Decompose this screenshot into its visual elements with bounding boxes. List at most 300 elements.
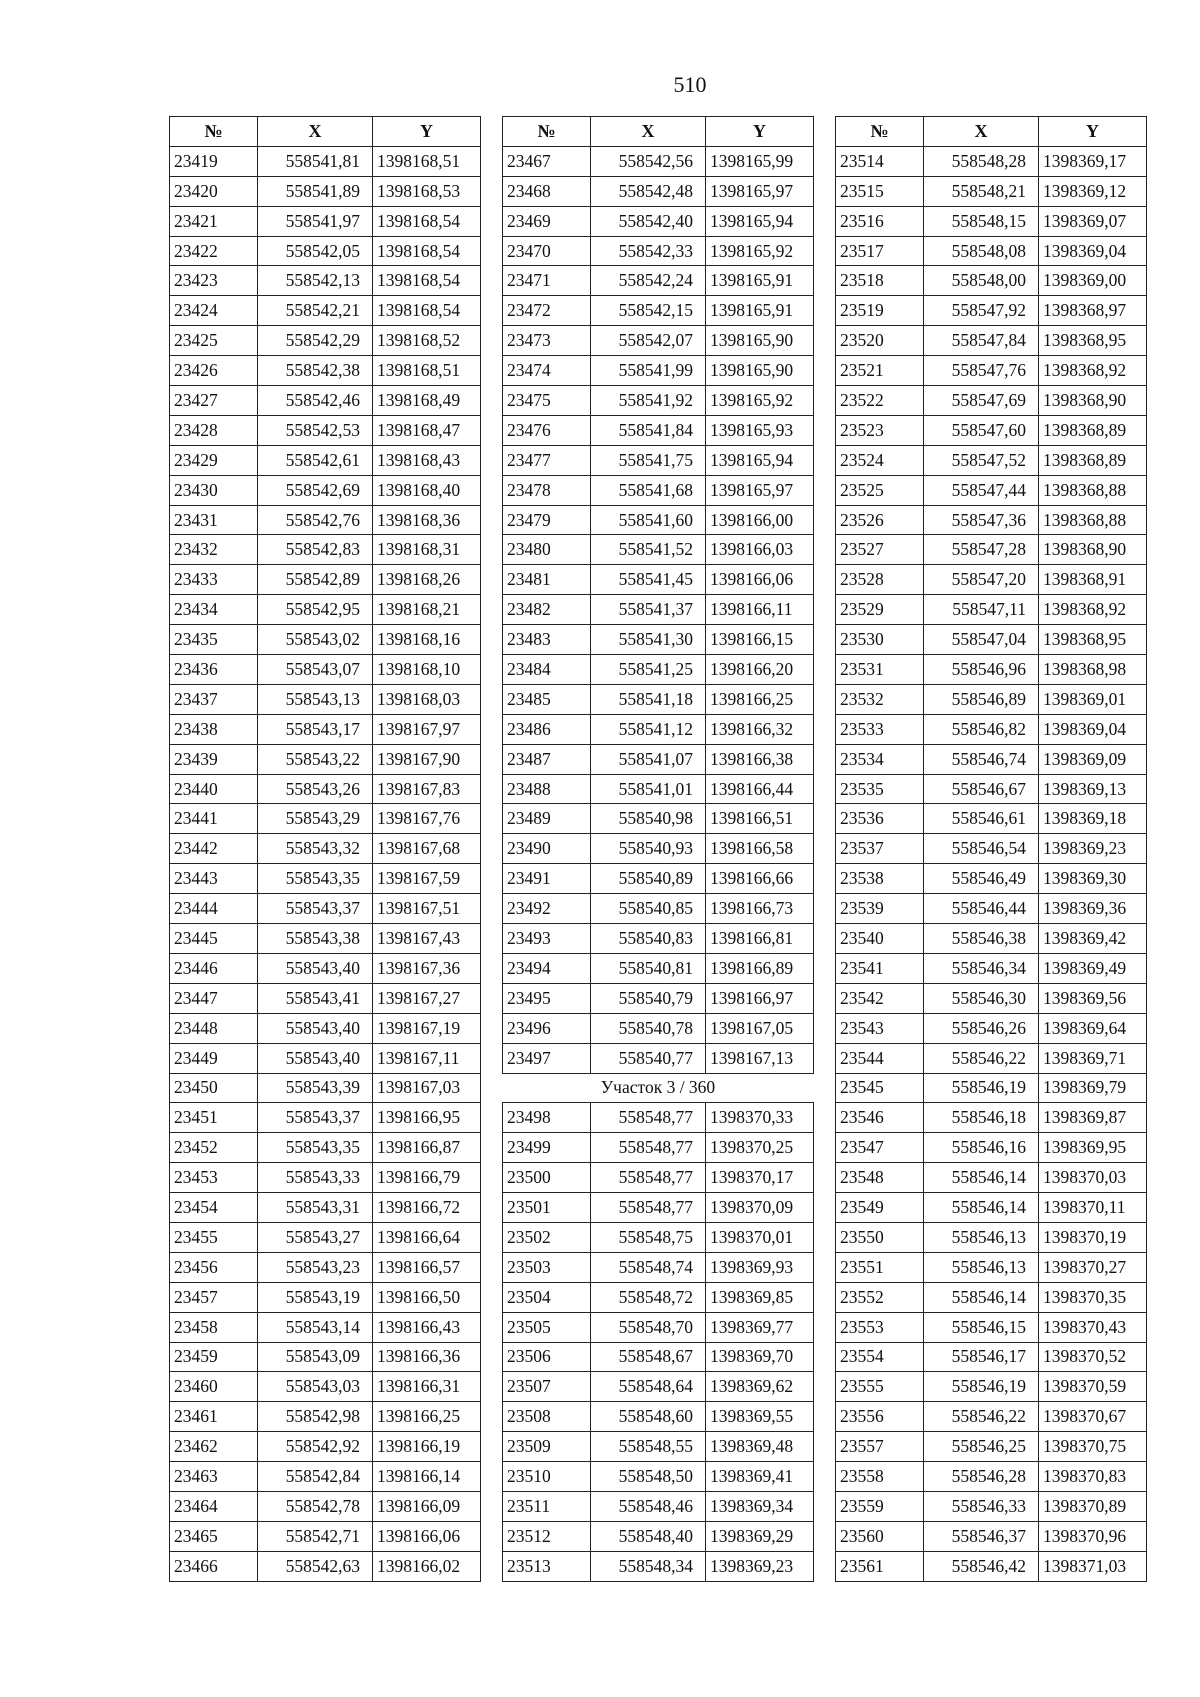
- point-number: 23548: [836, 1163, 924, 1193]
- y-coordinate: 1398368,91: [1039, 565, 1147, 595]
- x-coordinate: 558546,22: [924, 1043, 1039, 1073]
- x-coordinate: 558543,27: [258, 1222, 373, 1252]
- x-coordinate: 558540,98: [591, 804, 706, 834]
- point-number: 23457: [170, 1282, 258, 1312]
- x-coordinate: 558546,82: [924, 714, 1039, 744]
- point-number: 23433: [170, 565, 258, 595]
- table-row: [836, 924, 1147, 954]
- table-row: [503, 565, 814, 595]
- table-row: [503, 266, 814, 296]
- x-coordinate: 558543,37: [258, 894, 373, 924]
- x-coordinate: 558546,61: [924, 804, 1039, 834]
- x-coordinate: 558543,17: [258, 714, 373, 744]
- point-number: 23522: [836, 386, 924, 416]
- table-row: [170, 774, 481, 804]
- table-row: [836, 655, 1147, 685]
- y-coordinate: 1398165,92: [706, 386, 814, 416]
- table-row: [503, 1312, 814, 1342]
- x-coordinate: 558541,75: [591, 445, 706, 475]
- table-row: [170, 505, 481, 535]
- y-coordinate: 1398168,43: [373, 445, 481, 475]
- table-row: [836, 1073, 1147, 1103]
- point-number: 23526: [836, 505, 924, 535]
- x-coordinate: 558546,96: [924, 655, 1039, 685]
- point-number: 23421: [170, 206, 258, 236]
- section-row: [503, 1073, 814, 1103]
- x-coordinate: 558543,23: [258, 1252, 373, 1282]
- y-coordinate: 1398165,93: [706, 415, 814, 445]
- table-row: [503, 625, 814, 655]
- point-number: 23544: [836, 1043, 924, 1073]
- table-row: [503, 1163, 814, 1193]
- y-coordinate: 1398369,04: [1039, 236, 1147, 266]
- point-number: 23546: [836, 1103, 924, 1133]
- y-coordinate: 1398370,25: [706, 1133, 814, 1163]
- table-row: [170, 595, 481, 625]
- y-coordinate: 1398369,34: [706, 1491, 814, 1521]
- table-row: [170, 1193, 481, 1223]
- x-coordinate: 558546,28: [924, 1462, 1039, 1492]
- y-coordinate: 1398370,11: [1039, 1193, 1147, 1223]
- point-number: 23455: [170, 1222, 258, 1252]
- y-coordinate: 1398166,19: [373, 1432, 481, 1462]
- y-coordinate: 1398369,00: [1039, 266, 1147, 296]
- y-coordinate: 1398166,31: [373, 1372, 481, 1402]
- table-row: [170, 1043, 481, 1073]
- x-coordinate: 558542,48: [591, 176, 706, 206]
- y-coordinate: 1398369,42: [1039, 924, 1147, 954]
- point-number: 23512: [503, 1521, 591, 1551]
- x-coordinate: 558543,13: [258, 684, 373, 714]
- x-coordinate: 558541,01: [591, 774, 706, 804]
- table-row: [170, 296, 481, 326]
- x-coordinate: 558548,77: [591, 1193, 706, 1223]
- y-coordinate: 1398369,71: [1039, 1043, 1147, 1073]
- y-coordinate: 1398168,36: [373, 505, 481, 535]
- x-coordinate: 558546,33: [924, 1491, 1039, 1521]
- table-row: [503, 834, 814, 864]
- point-number: 23425: [170, 326, 258, 356]
- point-number: 23419: [170, 146, 258, 176]
- point-number: 23551: [836, 1252, 924, 1282]
- table-row: [170, 894, 481, 924]
- x-coordinate: 558543,29: [258, 804, 373, 834]
- y-coordinate: 1398370,17: [706, 1163, 814, 1193]
- point-number: 23491: [503, 864, 591, 894]
- table-row: [503, 1372, 814, 1402]
- table-row: [503, 1103, 814, 1133]
- table-row: [170, 1013, 481, 1043]
- table-row: [170, 684, 481, 714]
- y-coordinate: 1398369,55: [706, 1402, 814, 1432]
- table-row: [836, 176, 1147, 206]
- table-row: [503, 1222, 814, 1252]
- point-number: 23523: [836, 415, 924, 445]
- x-coordinate: 558548,77: [591, 1163, 706, 1193]
- x-coordinate: 558546,19: [924, 1073, 1039, 1103]
- table-row: [836, 1133, 1147, 1163]
- header-row: [170, 117, 481, 147]
- y-coordinate: 1398167,36: [373, 953, 481, 983]
- x-coordinate: 558547,44: [924, 475, 1039, 505]
- table-row: [170, 386, 481, 416]
- point-number: 23547: [836, 1133, 924, 1163]
- point-number: 23451: [170, 1103, 258, 1133]
- y-coordinate: 1398370,89: [1039, 1491, 1147, 1521]
- table-row: [170, 146, 481, 176]
- table-row: [170, 1252, 481, 1282]
- table-row: [503, 1043, 814, 1073]
- point-number: 23497: [503, 1043, 591, 1073]
- table-row: [170, 326, 481, 356]
- table-row: [503, 1432, 814, 1462]
- x-coordinate: 558543,35: [258, 1133, 373, 1163]
- table-row: [503, 1342, 814, 1372]
- x-coordinate: 558542,21: [258, 296, 373, 326]
- y-coordinate: 1398165,94: [706, 445, 814, 475]
- y-coordinate: 1398166,06: [706, 565, 814, 595]
- x-coordinate: 558541,37: [591, 595, 706, 625]
- x-coordinate: 558546,49: [924, 864, 1039, 894]
- y-coordinate: 1398370,27: [1039, 1252, 1147, 1282]
- x-coordinate: 558541,84: [591, 415, 706, 445]
- x-coordinate: 558540,78: [591, 1013, 706, 1043]
- table-row: [836, 774, 1147, 804]
- y-coordinate: 1398167,97: [373, 714, 481, 744]
- table-row: [836, 894, 1147, 924]
- point-number: 23499: [503, 1133, 591, 1163]
- x-coordinate: 558542,24: [591, 266, 706, 296]
- table-row: [836, 565, 1147, 595]
- y-coordinate: 1398370,59: [1039, 1372, 1147, 1402]
- y-coordinate: 1398369,13: [1039, 774, 1147, 804]
- table-row: [170, 834, 481, 864]
- y-coordinate: 1398166,58: [706, 834, 814, 864]
- x-coordinate: 558546,17: [924, 1342, 1039, 1372]
- table-row: [836, 1312, 1147, 1342]
- point-number: 23466: [170, 1551, 258, 1581]
- x-coordinate: 558546,22: [924, 1402, 1039, 1432]
- table-row: [503, 386, 814, 416]
- table-row: [170, 1312, 481, 1342]
- point-number: 23527: [836, 535, 924, 565]
- x-coordinate: 558547,69: [924, 386, 1039, 416]
- table-row: [503, 356, 814, 386]
- y-coordinate: 1398166,14: [373, 1462, 481, 1492]
- y-coordinate: 1398166,15: [706, 625, 814, 655]
- table-row: [170, 475, 481, 505]
- y-coordinate: 1398368,89: [1039, 415, 1147, 445]
- y-coordinate: 1398167,43: [373, 924, 481, 954]
- table-row: [170, 415, 481, 445]
- table-row: [503, 924, 814, 954]
- x-coordinate: 558547,76: [924, 356, 1039, 386]
- table-row: [836, 326, 1147, 356]
- point-number: 23432: [170, 535, 258, 565]
- table-row: [170, 1521, 481, 1551]
- x-coordinate: 558542,46: [258, 386, 373, 416]
- point-number: 23440: [170, 774, 258, 804]
- x-coordinate: 558546,26: [924, 1013, 1039, 1043]
- y-coordinate: 1398165,97: [706, 475, 814, 505]
- point-number: 23469: [503, 206, 591, 236]
- x-coordinate: 558543,39: [258, 1073, 373, 1103]
- point-number: 23482: [503, 595, 591, 625]
- table-row: [503, 475, 814, 505]
- x-coordinate: 558543,09: [258, 1342, 373, 1372]
- x-coordinate: 558542,56: [591, 146, 706, 176]
- table-row: [170, 266, 481, 296]
- table-row: [503, 445, 814, 475]
- y-coordinate: 1398368,92: [1039, 356, 1147, 386]
- y-coordinate: 1398168,51: [373, 146, 481, 176]
- y-coordinate: 1398167,68: [373, 834, 481, 864]
- table-row: [836, 744, 1147, 774]
- x-coordinate: 558542,78: [258, 1491, 373, 1521]
- point-number: 23519: [836, 296, 924, 326]
- x-coordinate: 558546,14: [924, 1163, 1039, 1193]
- x-coordinate: 558540,93: [591, 834, 706, 864]
- y-coordinate: 1398166,25: [706, 684, 814, 714]
- table-row: [836, 714, 1147, 744]
- x-coordinate: 558548,34: [591, 1551, 706, 1581]
- y-coordinate: 1398168,54: [373, 236, 481, 266]
- x-coordinate: 558546,44: [924, 894, 1039, 924]
- table-row: [836, 1013, 1147, 1043]
- point-number: 23495: [503, 983, 591, 1013]
- page-number: 510: [673, 72, 707, 97]
- point-number: 23452: [170, 1133, 258, 1163]
- y-coordinate: 1398166,57: [373, 1252, 481, 1282]
- y-coordinate: 1398166,64: [373, 1222, 481, 1252]
- table-row: [836, 864, 1147, 894]
- table-row: [836, 1551, 1147, 1581]
- table-row: [503, 1252, 814, 1282]
- point-number: 23475: [503, 386, 591, 416]
- point-number: 23534: [836, 744, 924, 774]
- point-number: 23524: [836, 445, 924, 475]
- y-coordinate: 1398369,30: [1039, 864, 1147, 894]
- y-coordinate: 1398370,19: [1039, 1222, 1147, 1252]
- point-number: 23471: [503, 266, 591, 296]
- table-row: [836, 1043, 1147, 1073]
- table-row: [503, 206, 814, 236]
- table-row: [503, 176, 814, 206]
- x-coordinate: 558541,30: [591, 625, 706, 655]
- table-row: [836, 1402, 1147, 1432]
- x-coordinate: 558542,29: [258, 326, 373, 356]
- y-coordinate: 1398168,16: [373, 625, 481, 655]
- y-coordinate: 1398165,90: [706, 326, 814, 356]
- y-coordinate: 1398166,32: [706, 714, 814, 744]
- header-number: №: [503, 117, 591, 147]
- x-coordinate: 558542,83: [258, 535, 373, 565]
- y-coordinate: 1398368,98: [1039, 655, 1147, 685]
- y-coordinate: 1398166,81: [706, 924, 814, 954]
- table-row: [503, 326, 814, 356]
- table-row: [503, 505, 814, 535]
- point-number: 23486: [503, 714, 591, 744]
- y-coordinate: 1398168,52: [373, 326, 481, 356]
- point-number: 23447: [170, 983, 258, 1013]
- table-row: [836, 146, 1147, 176]
- point-number: 23542: [836, 983, 924, 1013]
- x-coordinate: 558540,83: [591, 924, 706, 954]
- point-number: 23472: [503, 296, 591, 326]
- x-coordinate: 558543,14: [258, 1312, 373, 1342]
- point-number: 23445: [170, 924, 258, 954]
- point-number: 23529: [836, 595, 924, 625]
- y-coordinate: 1398165,99: [706, 146, 814, 176]
- y-coordinate: 1398369,85: [706, 1282, 814, 1312]
- point-number: 23453: [170, 1163, 258, 1193]
- table-row: [836, 266, 1147, 296]
- x-coordinate: 558543,26: [258, 774, 373, 804]
- point-number: 23518: [836, 266, 924, 296]
- y-coordinate: 1398370,43: [1039, 1312, 1147, 1342]
- point-number: 23502: [503, 1222, 591, 1252]
- y-coordinate: 1398167,59: [373, 864, 481, 894]
- section-title: Участок 3 / 360: [503, 1073, 814, 1103]
- point-number: 23430: [170, 475, 258, 505]
- table-row: [503, 415, 814, 445]
- point-number: 23489: [503, 804, 591, 834]
- table-row: [503, 1193, 814, 1223]
- x-coordinate: 558548,64: [591, 1372, 706, 1402]
- x-coordinate: 558546,89: [924, 684, 1039, 714]
- x-coordinate: 558548,72: [591, 1282, 706, 1312]
- x-coordinate: 558547,52: [924, 445, 1039, 475]
- y-coordinate: 1398166,03: [706, 535, 814, 565]
- table-row: [836, 1432, 1147, 1462]
- point-number: 23506: [503, 1342, 591, 1372]
- y-coordinate: 1398369,18: [1039, 804, 1147, 834]
- point-number: 23555: [836, 1372, 924, 1402]
- table-row: [170, 864, 481, 894]
- y-coordinate: 1398166,97: [706, 983, 814, 1013]
- table-row: [503, 1462, 814, 1492]
- y-coordinate: 1398369,17: [1039, 146, 1147, 176]
- x-coordinate: 558540,81: [591, 953, 706, 983]
- table-row: [503, 535, 814, 565]
- y-coordinate: 1398166,50: [373, 1282, 481, 1312]
- y-coordinate: 1398368,90: [1039, 535, 1147, 565]
- table-row: [836, 1163, 1147, 1193]
- table-row: [503, 296, 814, 326]
- table-row: [503, 236, 814, 266]
- x-coordinate: 558548,40: [591, 1521, 706, 1551]
- y-coordinate: 1398368,95: [1039, 326, 1147, 356]
- table-row: [503, 804, 814, 834]
- table-row: [170, 565, 481, 595]
- point-number: 23493: [503, 924, 591, 954]
- point-number: 23490: [503, 834, 591, 864]
- point-number: 23488: [503, 774, 591, 804]
- x-coordinate: 558548,74: [591, 1252, 706, 1282]
- y-coordinate: 1398369,70: [706, 1342, 814, 1372]
- point-number: 23556: [836, 1402, 924, 1432]
- y-coordinate: 1398167,19: [373, 1013, 481, 1043]
- point-number: 23438: [170, 714, 258, 744]
- table-row: [170, 804, 481, 834]
- point-number: 23559: [836, 1491, 924, 1521]
- x-coordinate: 558541,60: [591, 505, 706, 535]
- x-coordinate: 558540,77: [591, 1043, 706, 1073]
- y-coordinate: 1398371,03: [1039, 1551, 1147, 1581]
- y-coordinate: 1398368,88: [1039, 505, 1147, 535]
- y-coordinate: 1398369,95: [1039, 1133, 1147, 1163]
- x-coordinate: 558548,60: [591, 1402, 706, 1432]
- y-coordinate: 1398167,83: [373, 774, 481, 804]
- table-row: [503, 684, 814, 714]
- point-number: 23424: [170, 296, 258, 326]
- y-coordinate: 1398369,23: [706, 1551, 814, 1581]
- x-coordinate: 558542,84: [258, 1462, 373, 1492]
- y-coordinate: 1398168,47: [373, 415, 481, 445]
- y-coordinate: 1398168,54: [373, 206, 481, 236]
- y-coordinate: 1398369,12: [1039, 176, 1147, 206]
- y-coordinate: 1398369,09: [1039, 744, 1147, 774]
- y-coordinate: 1398166,36: [373, 1342, 481, 1372]
- y-coordinate: 1398166,89: [706, 953, 814, 983]
- header-y: Y: [373, 117, 481, 147]
- y-coordinate: 1398165,91: [706, 266, 814, 296]
- point-number: 23517: [836, 236, 924, 266]
- header-x: X: [924, 117, 1039, 147]
- x-coordinate: 558548,77: [591, 1133, 706, 1163]
- x-coordinate: 558548,70: [591, 1312, 706, 1342]
- x-coordinate: 558543,33: [258, 1163, 373, 1193]
- x-coordinate: 558546,30: [924, 983, 1039, 1013]
- x-coordinate: 558546,16: [924, 1133, 1039, 1163]
- point-number: 23541: [836, 953, 924, 983]
- point-number: 23479: [503, 505, 591, 535]
- header-x: X: [591, 117, 706, 147]
- table-row: [170, 1551, 481, 1581]
- point-number: 23521: [836, 356, 924, 386]
- table-row: [170, 236, 481, 266]
- table-row: [836, 475, 1147, 505]
- x-coordinate: 558543,03: [258, 1372, 373, 1402]
- x-coordinate: 558540,89: [591, 864, 706, 894]
- table-row: [503, 1402, 814, 1432]
- y-coordinate: 1398167,51: [373, 894, 481, 924]
- point-number: 23561: [836, 1551, 924, 1581]
- table-row: [836, 415, 1147, 445]
- table-row: [503, 714, 814, 744]
- x-coordinate: 558543,32: [258, 834, 373, 864]
- y-coordinate: 1398369,64: [1039, 1013, 1147, 1043]
- y-coordinate: 1398167,76: [373, 804, 481, 834]
- point-number: 23532: [836, 684, 924, 714]
- y-coordinate: 1398165,92: [706, 236, 814, 266]
- y-coordinate: 1398370,83: [1039, 1462, 1147, 1492]
- table-row: [836, 684, 1147, 714]
- table-row: [836, 1193, 1147, 1223]
- y-coordinate: 1398369,56: [1039, 983, 1147, 1013]
- x-coordinate: 558548,50: [591, 1462, 706, 1492]
- table-row: [836, 1521, 1147, 1551]
- table-row: [836, 445, 1147, 475]
- coordinates-table-3: [835, 116, 1147, 1582]
- x-coordinate: 558541,45: [591, 565, 706, 595]
- table-row: [170, 924, 481, 954]
- point-number: 23503: [503, 1252, 591, 1282]
- header-row: [836, 117, 1147, 147]
- y-coordinate: 1398165,97: [706, 176, 814, 206]
- x-coordinate: 558542,61: [258, 445, 373, 475]
- point-number: 23481: [503, 565, 591, 595]
